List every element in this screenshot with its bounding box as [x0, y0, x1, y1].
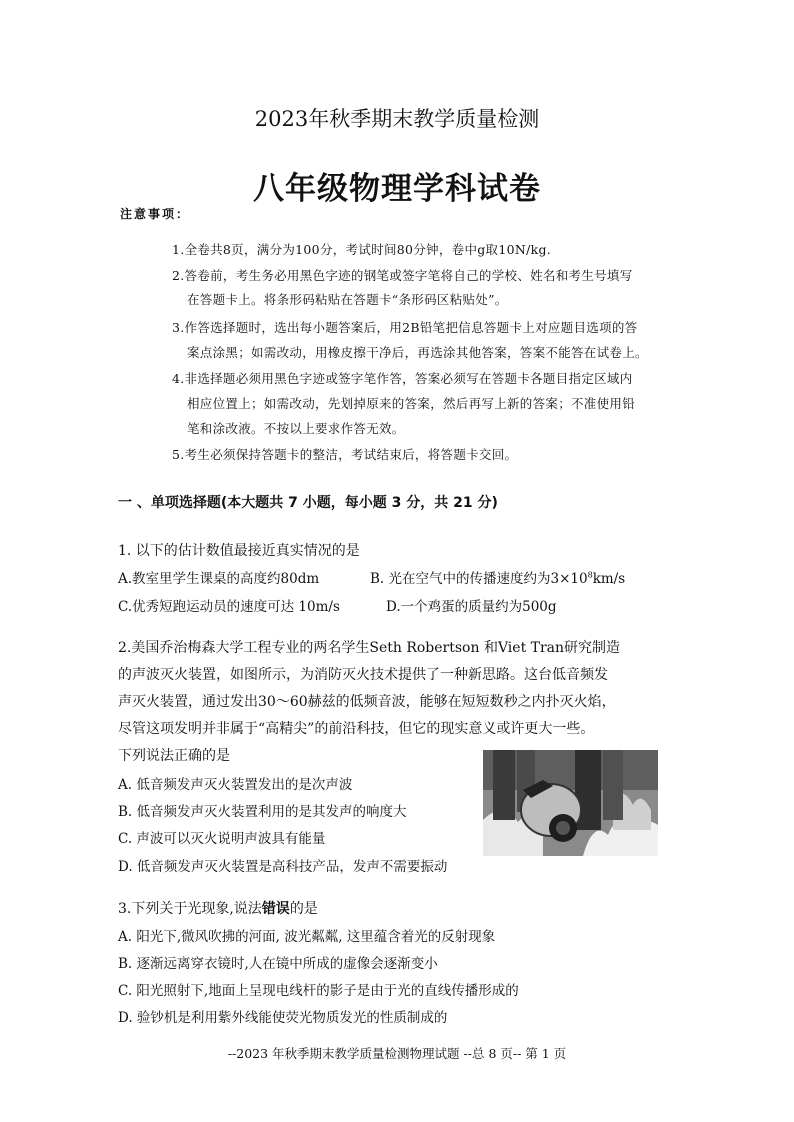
notice-line-8: 笔和涂改液。不按以上要求作答无效。 — [187, 421, 405, 436]
notice-line-2: 2.答卷前，考生务必用黑色字迹的钢笔或签字笔将自己的学校、姓名和考生号填写 — [172, 268, 633, 283]
notice-line-3: 在答题卡上。将条形码粘贴在答题卡“条形码区粘贴处”。 — [187, 292, 508, 307]
q2-option-b: B. 低音频发声灭火装置利用的是其发声的响度大 — [118, 804, 407, 820]
exam-subtitle: 八年级物理学科试卷 — [253, 171, 541, 207]
q2-line-2: 的声波灭火装置，如图所示，为消防灭火技术提供了一种新思路。这台低音频发 — [118, 667, 608, 683]
q1-option-c: C.优秀短跑运动员的速度可达 10m/s — [118, 599, 340, 615]
notice-heading: 注意事项： — [120, 207, 191, 221]
q3-option-d: D. 验钞机是利用紫外线能使荧光物质发光的性质制成的 — [118, 1010, 448, 1026]
q1-option-d: D.一个鸡蛋的质量约为500g — [386, 599, 557, 615]
q2-line-5: 下列说法正确的是 — [118, 748, 230, 764]
q2-option-d: D. 低音频发声灭火装置是高科技产品，发声不需要振动 — [118, 859, 448, 875]
notice-line-7: 相应位置上；如需改动，先划掉原来的答案，然后再写上新的答案；不准使用铅 — [187, 396, 636, 411]
q1-stem: 1. 以下的估计数值最接近真实情况的是 — [118, 543, 360, 559]
q3-option-c: C. 阳光照射下,地面上呈现电线杆的影子是由于光的直线传播形成的 — [118, 983, 519, 999]
exam-title: 2023年秋季期末教学质量检测 — [254, 107, 540, 131]
q3-option-a: A. 阳光下,微风吹拂的河面, 波光粼粼, 这里蕴含着光的反射现象 — [118, 929, 496, 945]
q2-option-c: C. 声波可以灭火说明声波具有能量 — [118, 831, 326, 847]
page-footer: --2023 年秋季期末教学质量检测物理试题 --总 8 页-- 第 1 页 — [227, 1046, 567, 1061]
notice-line-9: 5.考生必须保持答题卡的整洁，考试结束后，将答题卡交回。 — [172, 447, 518, 462]
sonic-extinguisher-photo — [483, 750, 658, 856]
q1-option-b: B. 光在空气中的传播速度约为$3\times 10^8km/s$ — [370, 570, 626, 587]
notice-line-1: 1.全卷共8页，满分为100分，考试时间80分钟，卷中g取10N/kg. — [172, 242, 552, 257]
notice-line-5: 案点涂黑；如需改动，用橡皮擦干净后，再选涂其他答案，答案不能答在试卷上。 — [187, 345, 648, 360]
notice-line-6: 4.非选择题必须用黑色字迹或签字笔作答，答案必须写在答题卡各题目指定区域内 — [172, 371, 633, 386]
notice-line-4: 3.作答选择题时，选出每小题答案后，用2B铅笔把信息答题卡上对应题目选项的答 — [172, 320, 638, 335]
q2-line-4: 尽管这项发明并非属于“高精尖”的前沿科技，但它的现实意义或许更大一些。 — [118, 721, 595, 737]
q2-line-1: 2.美国乔治梅森大学工程专业的两名学生Seth Robertson 和Viet Tran研究制造 — [118, 640, 621, 656]
q2-line-3: 声灭火装置，通过发出30～60赫兹的低频音波，能够在短短数秒之内扑灭火焰， — [118, 694, 616, 710]
q2-option-a: A. 低音频发声灭火装置发出的是次声波 — [118, 777, 353, 793]
section-heading: 一 、单项选择题(本大题共 7 小题，每小题 3 分，共 21 分) — [118, 495, 498, 511]
q3-option-b: B. 逐渐远离穿衣镜时,人在镜中所成的虚像会逐渐变小 — [118, 956, 438, 972]
q1-option-a: A.教室里学生课桌的高度约80dm — [118, 571, 320, 587]
q3-stem: 3.下列关于光现象,说法错误的是 — [118, 901, 318, 917]
